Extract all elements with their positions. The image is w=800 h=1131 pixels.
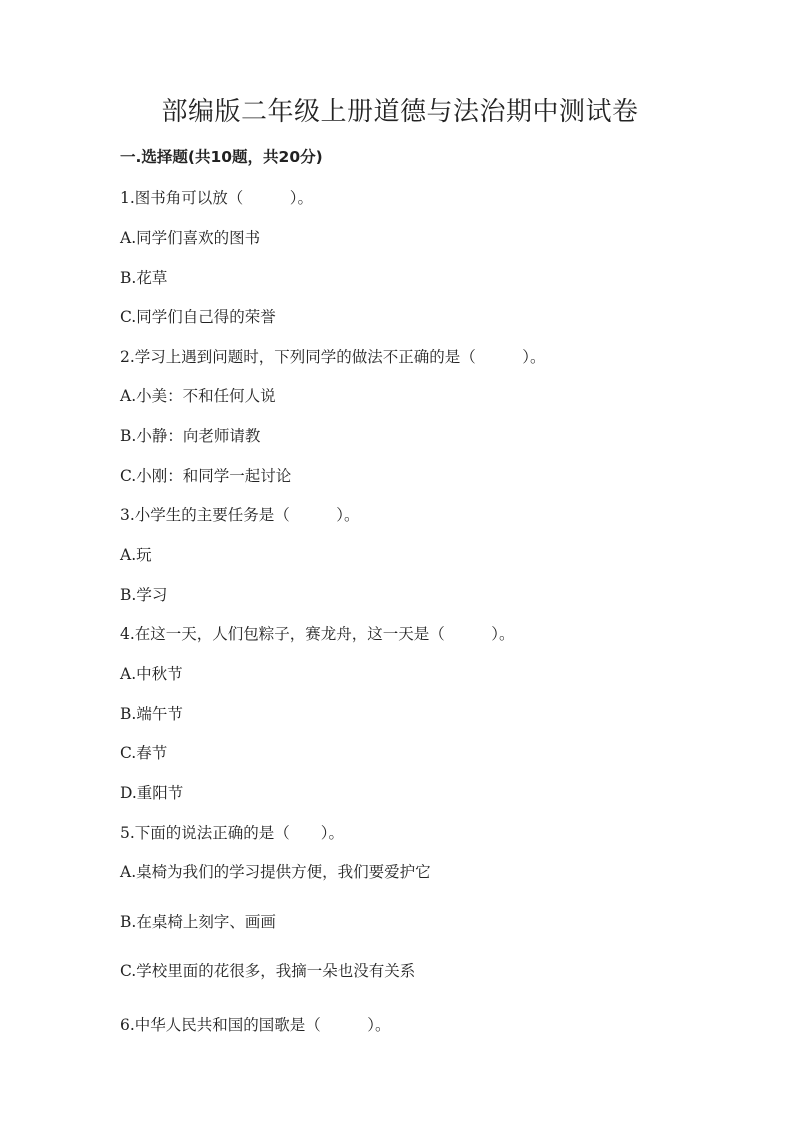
question-1-option-a: A.同学们喜欢的图书 [120, 229, 261, 247]
question-5-option-c: C.学校里面的花很多，我摘一朵也没有关系 [120, 962, 416, 980]
exam-title: 部编版二年级上册道德与法治期中测试卷 [161, 97, 639, 127]
question-4-option-c: C.春节 [120, 744, 168, 762]
question-5-stem: 5.下面的说法正确的是（ ）。 [120, 824, 345, 842]
question-1-option-b: B.花草 [120, 269, 168, 287]
question-4-option-b: B.端午节 [120, 705, 183, 723]
question-4-stem: 4.在这一天，人们包粽子，赛龙舟，这一天是（ ）。 [120, 625, 515, 643]
question-1-option-c: C.同学们自己得的荣誉 [120, 308, 276, 326]
question-4-option-d: D.重阳节 [120, 784, 184, 802]
question-3-option-b: B.学习 [120, 586, 168, 604]
section-heading: 一.选择题(共10题，共20分) [120, 148, 323, 166]
question-5-option-b: B.在桌椅上刻字、画画 [120, 913, 276, 931]
question-3-option-a: A.玩 [120, 546, 152, 564]
question-2-option-c: C.小刚：和同学一起讨论 [120, 467, 292, 485]
question-2-option-a: A.小美：不和任何人说 [120, 387, 276, 405]
question-4-option-a: A.中秋节 [120, 665, 183, 683]
question-2-stem: 2.学习上遇到问题时，下列同学的做法不正确的是（ ）。 [120, 348, 546, 366]
question-5-option-a: A.桌椅为我们的学习提供方便，我们要爱护它 [120, 863, 431, 881]
question-1-stem: 1.图书角可以放（ ）。 [120, 189, 314, 207]
question-6-stem: 6.中华人民共和国的国歌是（ ）。 [120, 1016, 391, 1034]
question-3-stem: 3.小学生的主要任务是（ ）。 [120, 506, 360, 524]
question-2-option-b: B.小静：向老师请教 [120, 427, 261, 445]
